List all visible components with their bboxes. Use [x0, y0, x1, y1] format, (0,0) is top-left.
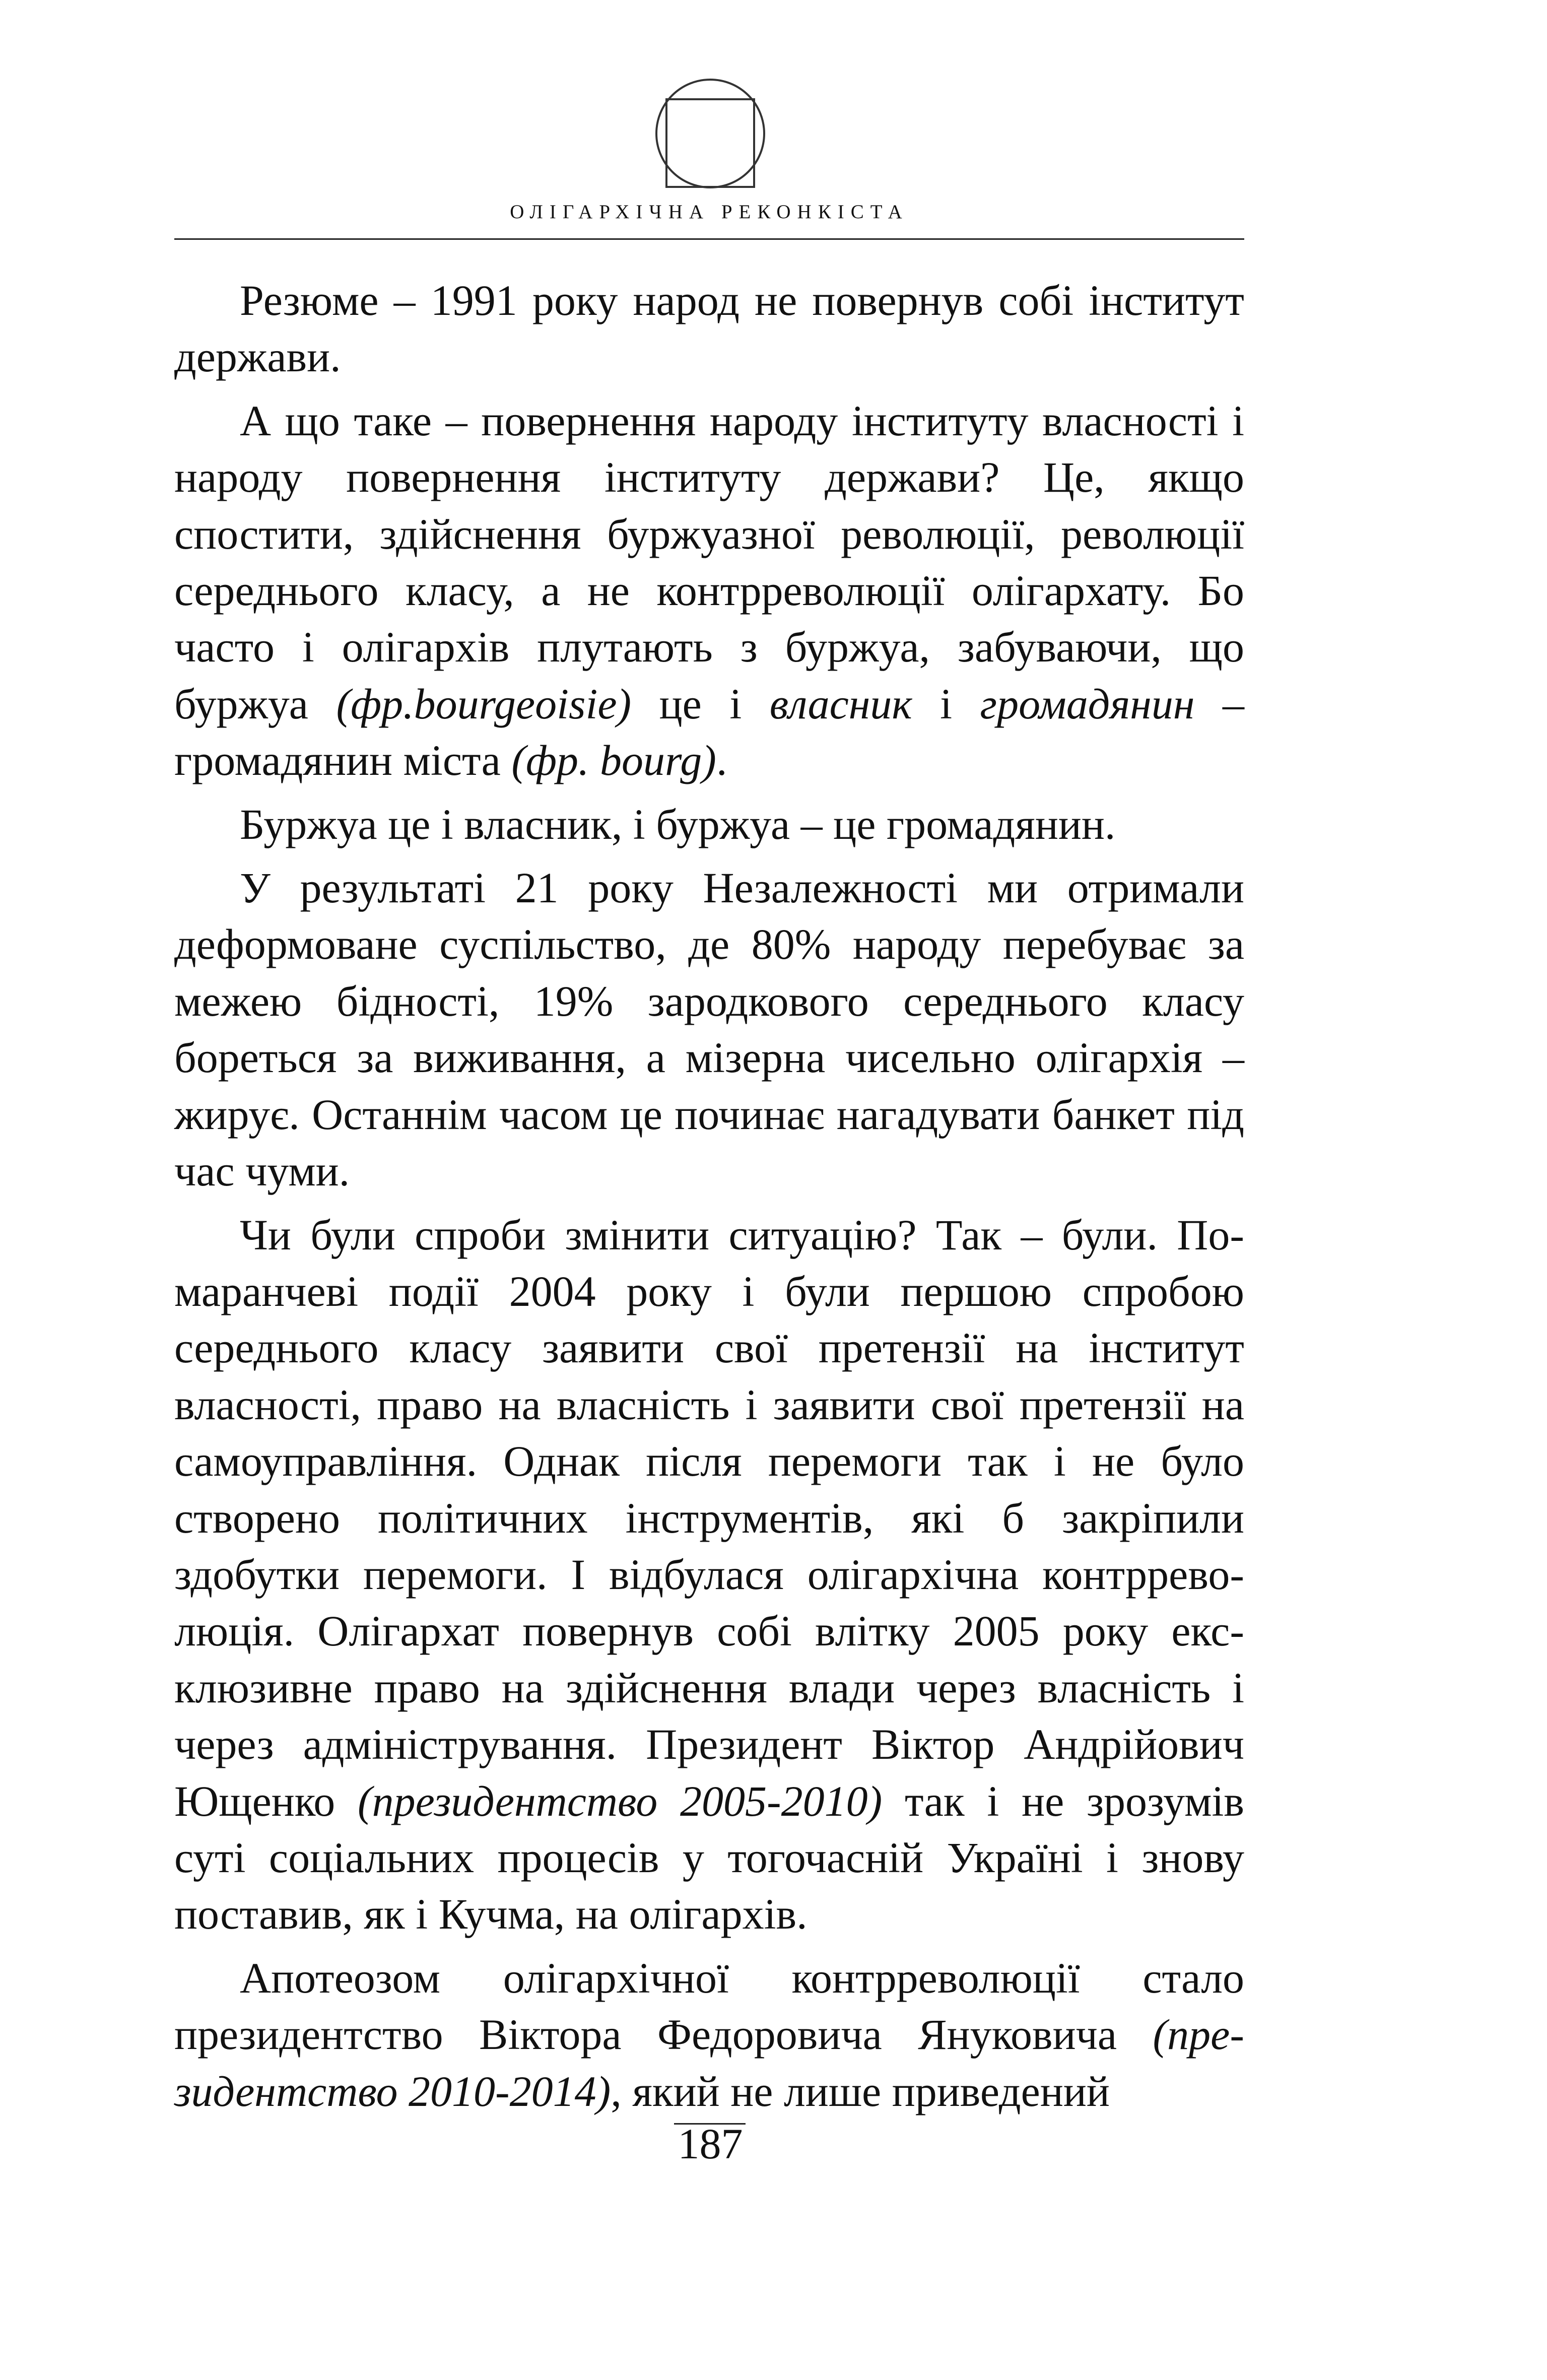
italic-text-run: (президентство 2005-2010) [358, 1776, 883, 1825]
page-number: 187 [678, 2120, 743, 2168]
body-paragraph [174, 392, 1244, 789]
running-title: ОЛІГАРХІЧНА РЕКОНКІСТА [510, 201, 909, 223]
text-run: У результаті 21 року Незалежності ми отримали деформоване суспільство, де 80% народу перебуває за межею бідності, 19% зародкового середнього класу бореться за виживання, а мізерна чисельно олігархія – жирує. Останнім часом це починає нагадувати банкет під час чуми. [174, 864, 1244, 1196]
text-run: . [716, 736, 727, 785]
text-run: це і [631, 679, 770, 728]
italic-text-run: (фр. bourg) [511, 736, 716, 785]
italic-text-run: власник [769, 679, 912, 728]
body-paragraph [174, 796, 1244, 852]
body-text [174, 272, 1244, 2127]
text-run: , який не лише приведений [611, 2067, 1110, 2115]
text-run: А що таке – повернення народу інституту власності і народу повернення інституту держави? Це, якщо спостити, здійснення буржуазної революції, революції середнього класу, а не контрреволюції олігархату. Бо часто і олігархів плутають з буржуа, забуваючи, що буржуа [174, 396, 1244, 728]
body-paragraph [174, 272, 1244, 385]
circle-square-emblem-icon [647, 73, 773, 199]
body-paragraph [174, 1950, 1244, 2120]
text-run: Чи були спроби змінити ситуацію? Так – були. Помаранчеві події 2004 року і були першою спробою середнього класу заявити свої претензії на інститут власності, право на власність і заявити свої претензії на самоуправління. Однак після перемоги так і не було створено політичних інструментів, які б закріпили здобутки перемоги. І відбулася олігархічна контрреволюція. Олігархат повернув собі влітку 2005 року ексклюзивне право на здійснення влади через власність і через адміністрування. Президент Віктор Андрійович Ющенко [174, 1210, 1244, 1825]
text-run: Резюме – 1991 року народ не повернув собі інститут держави. [174, 276, 1244, 381]
text-run: і [912, 679, 980, 728]
text-run: – громадянин міста [174, 679, 1245, 785]
text-run: Буржуа це і власник, і буржуа – це громадянин. [240, 800, 1116, 848]
italic-text-run: (фр.bourgeoisie) [336, 679, 632, 728]
text-run: Апотеозом олігархічної контрреволюції стало президентство Віктора Федоровича Януковича [174, 1953, 1244, 2059]
body-paragraph [174, 860, 1244, 1199]
italic-text-run: (президентство 2010-2014) [174, 2010, 1244, 2115]
italic-text-run: громадянин [980, 679, 1195, 728]
header-divider [174, 238, 1244, 240]
text-run: так і не зрозумів суті соціальних процесів у тогочасній Україні і знову поставив, як і Кучма, на олігархів. [174, 1776, 1244, 1939]
body-paragraph [174, 1207, 1244, 1943]
